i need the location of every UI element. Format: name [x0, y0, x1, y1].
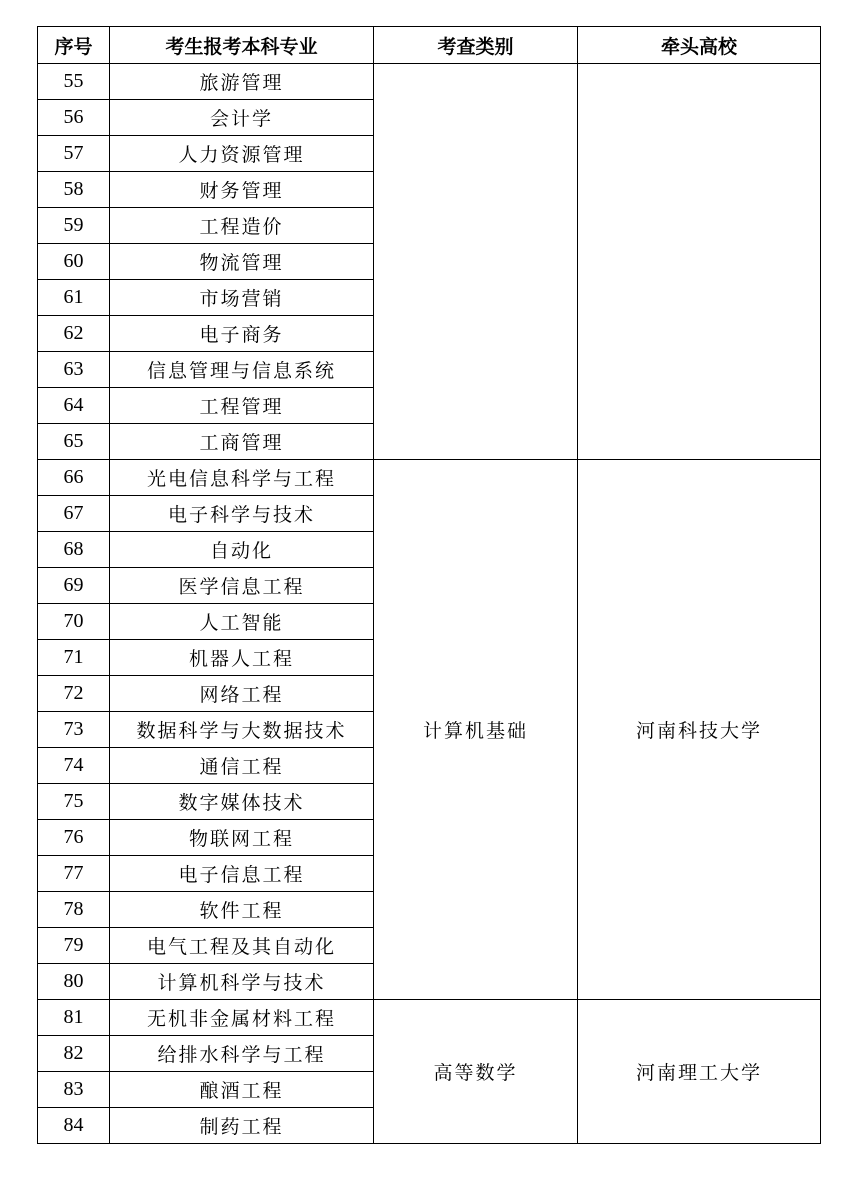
- table-row: [38, 64, 821, 100]
- row-major: 光电信息科学与工程: [110, 460, 374, 496]
- row-index: 61: [38, 280, 110, 316]
- group-university: 河南理工大学: [578, 1000, 821, 1144]
- group-category: 高等数学: [374, 1000, 578, 1144]
- row-major: 物流管理: [110, 244, 374, 280]
- row-major: 酿酒工程: [110, 1072, 374, 1108]
- row-index: 64: [38, 388, 110, 424]
- table-row: [38, 460, 821, 496]
- header-category: 考查类别: [374, 27, 578, 64]
- row-index: 84: [38, 1108, 110, 1144]
- row-index: 67: [38, 496, 110, 532]
- row-index: 65: [38, 424, 110, 460]
- row-index: 72: [38, 676, 110, 712]
- row-index: 75: [38, 784, 110, 820]
- row-major: 人工智能: [110, 604, 374, 640]
- row-major: 物联网工程: [110, 820, 374, 856]
- row-major: 电气工程及其自动化: [110, 928, 374, 964]
- row-major: 会计学: [110, 100, 374, 136]
- row-major: 自动化: [110, 532, 374, 568]
- row-major: 财务管理: [110, 172, 374, 208]
- row-index: 74: [38, 748, 110, 784]
- row-index: 58: [38, 172, 110, 208]
- group-university: [578, 64, 821, 460]
- row-major: 电子信息工程: [110, 856, 374, 892]
- row-major: 信息管理与信息系统: [110, 352, 374, 388]
- row-index: 81: [38, 1000, 110, 1036]
- row-major: 计算机科学与技术: [110, 964, 374, 1000]
- row-major: 制药工程: [110, 1108, 374, 1144]
- header-row: [38, 27, 821, 64]
- table-row: [38, 1000, 821, 1036]
- row-index: 77: [38, 856, 110, 892]
- row-major: 给排水科学与工程: [110, 1036, 374, 1072]
- row-index: 71: [38, 640, 110, 676]
- row-index: 83: [38, 1072, 110, 1108]
- row-major: 数据科学与大数据技术: [110, 712, 374, 748]
- row-index: 62: [38, 316, 110, 352]
- row-index: 55: [38, 64, 110, 100]
- row-index: 79: [38, 928, 110, 964]
- row-index: 70: [38, 604, 110, 640]
- row-index: 57: [38, 136, 110, 172]
- row-index: 82: [38, 1036, 110, 1072]
- row-index: 68: [38, 532, 110, 568]
- major-table: [37, 26, 821, 1144]
- row-index: 69: [38, 568, 110, 604]
- row-index: 59: [38, 208, 110, 244]
- row-major: 人力资源管理: [110, 136, 374, 172]
- row-index: 56: [38, 100, 110, 136]
- row-index: 78: [38, 892, 110, 928]
- row-index: 66: [38, 460, 110, 496]
- row-major: 通信工程: [110, 748, 374, 784]
- row-major: 网络工程: [110, 676, 374, 712]
- row-major: 数字媒体技术: [110, 784, 374, 820]
- row-index: 76: [38, 820, 110, 856]
- row-major: 工程管理: [110, 388, 374, 424]
- row-major: 市场营销: [110, 280, 374, 316]
- row-major: 旅游管理: [110, 64, 374, 100]
- header-university: 牵头高校: [578, 27, 821, 64]
- header-index: 序号: [38, 27, 110, 64]
- group-category: [374, 64, 578, 460]
- row-index: 60: [38, 244, 110, 280]
- row-index: 63: [38, 352, 110, 388]
- row-major: 软件工程: [110, 892, 374, 928]
- group-university: 河南科技大学: [578, 460, 821, 1000]
- row-index: 73: [38, 712, 110, 748]
- row-index: 80: [38, 964, 110, 1000]
- row-major: 工程造价: [110, 208, 374, 244]
- row-major: 无机非金属材料工程: [110, 1000, 374, 1036]
- table-body: [38, 64, 821, 1144]
- row-major: 电子科学与技术: [110, 496, 374, 532]
- header-major: 考生报考本科专业: [110, 27, 374, 64]
- row-major: 医学信息工程: [110, 568, 374, 604]
- row-major: 电子商务: [110, 316, 374, 352]
- row-major: 工商管理: [110, 424, 374, 460]
- group-category: 计算机基础: [374, 460, 578, 1000]
- row-major: 机器人工程: [110, 640, 374, 676]
